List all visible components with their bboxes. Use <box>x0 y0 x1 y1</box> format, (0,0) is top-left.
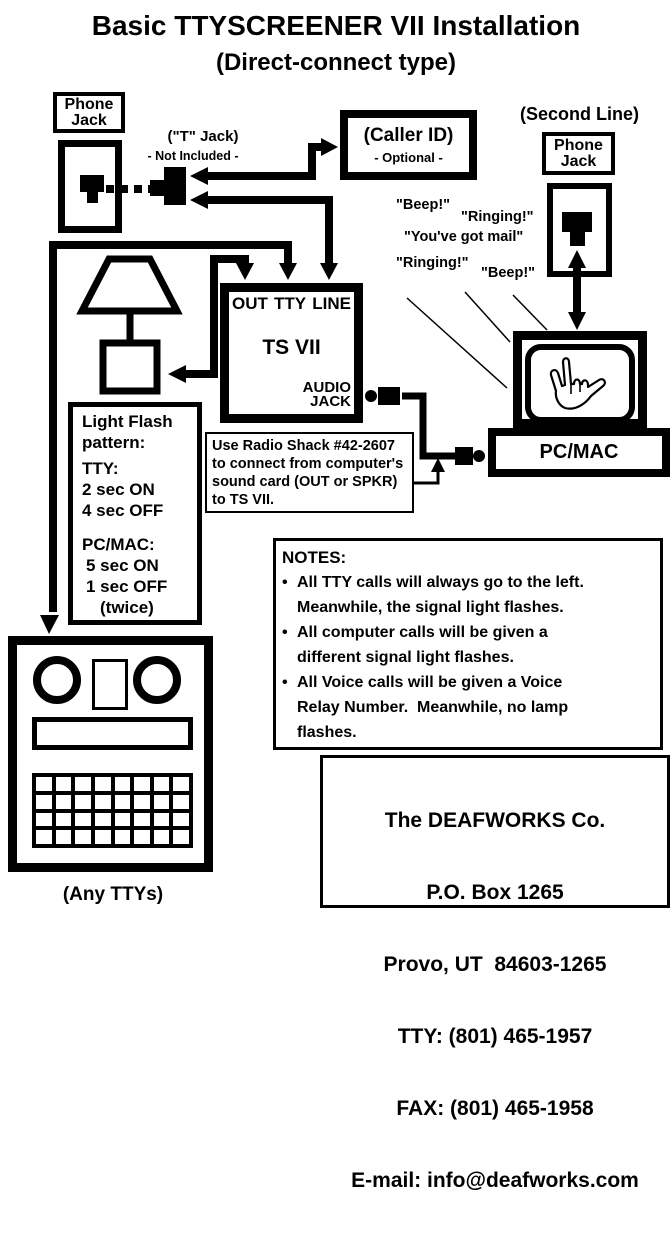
cable-note-line2: to connect from computer's <box>212 456 404 472</box>
audio-plug-left <box>378 387 400 405</box>
port-out-label: OUT <box>232 294 268 313</box>
pc-monitor <box>513 331 647 428</box>
bullet-icon: • <box>282 574 288 591</box>
phone-jack-label-right-line1: Phone <box>554 136 603 154</box>
cable-note-line1: Use Radio Shack #42-2607 <box>212 438 395 454</box>
light-flash-tty-heading: TTY: <box>82 459 119 478</box>
contact-email: E-mail: info@deafworks.com <box>351 1169 639 1192</box>
second-line-heading: (Second Line) <box>519 104 639 124</box>
lamp <box>82 259 177 391</box>
caller-id-box <box>340 110 477 180</box>
page-title: Basic TTYSCREENER VII Installation <box>91 10 581 41</box>
note-2-line-2: different signal light flashes. <box>297 649 514 666</box>
acoustic-cup-right-icon <box>133 656 181 704</box>
contact-company: The DEAFWORKS Co. <box>384 809 606 832</box>
cable-note-line3: sound card (OUT or SPKR) <box>212 474 398 490</box>
sound-beep-2: "Beep!" <box>481 265 536 281</box>
t-jack-tab-icon <box>150 180 165 196</box>
contact-city: Provo, UT 84603-1265 <box>383 953 607 976</box>
tty-keyboard <box>32 773 193 848</box>
caller-id-label: (Caller ID) <box>363 125 454 146</box>
wire-tjack-to-line-port <box>202 200 329 264</box>
jack-plug-icon <box>80 175 104 192</box>
tty-display <box>32 717 193 750</box>
audio-jack-line2: JACK <box>310 393 351 410</box>
audio-jack-line1: AUDIO <box>302 379 351 396</box>
light-flash-title-1: Light Flash <box>82 412 173 431</box>
audio-jack-label <box>303 381 351 409</box>
notes-box <box>273 538 663 750</box>
arrow-into-tty-port <box>279 263 297 280</box>
phone-jack-label-left-line2: Jack <box>71 111 107 129</box>
note-bullet-2 <box>282 620 660 670</box>
phone-jack-label-right <box>542 132 615 175</box>
contact-fax: FAX: (801) 465-1958 <box>396 1097 594 1120</box>
note-3-line-1: All Voice calls will be given a Voice <box>297 674 563 691</box>
wall-jack-right <box>547 183 612 277</box>
t-jack-label: ("T" Jack) <box>167 128 239 145</box>
cable-note-box <box>205 432 414 513</box>
contact-tty: TTY: (801) 465-1957 <box>397 1025 593 1048</box>
t-jack-note: - Not Included - <box>147 149 239 163</box>
note-1-line-2: Meanwhile, the signal light flashes. <box>297 599 564 616</box>
phone-jack-label-left-line1: Phone <box>64 95 114 113</box>
sound-ringing-1: "Ringing!" <box>461 209 534 225</box>
light-flash-tty-off: 4 sec OFF <box>82 501 164 520</box>
ts-vii-ports <box>229 294 354 314</box>
contact-po-box: P.O. Box 1265 <box>426 881 564 904</box>
light-flash-pc-off: 1 sec OFF <box>86 577 168 596</box>
light-flash-title-2: pattern: <box>82 433 146 452</box>
phone-jack-label-left <box>53 92 125 133</box>
sound-ringing-2: "Ringing!" <box>396 255 469 271</box>
arrow-into-tty-device <box>40 615 59 634</box>
pc-mac-base <box>488 428 670 477</box>
note-2-line-1: All computer calls will be given a <box>297 624 548 641</box>
lamp-shade <box>82 259 177 311</box>
audio-plug-right <box>455 447 473 465</box>
any-ttys-caption: (Any TTYs) <box>62 884 164 905</box>
port-line-label: LINE <box>312 294 351 313</box>
dotted-cord <box>106 185 150 193</box>
arrow-into-lamp <box>168 365 186 383</box>
tty-device <box>8 636 213 872</box>
audio-plug-tip-left <box>365 390 377 402</box>
light-flash-box <box>68 402 202 625</box>
arrow-into-tjack-bottom <box>190 191 208 209</box>
light-flash-pc-on: 5 sec ON <box>86 556 159 575</box>
ts-vii-name: TS VII <box>262 336 321 359</box>
jack-plug-tab-icon <box>87 192 98 203</box>
paper-slot-icon <box>92 659 128 710</box>
notes-heading: NOTES: <box>282 548 347 567</box>
arrow-into-callerid <box>321 138 338 156</box>
light-flash-tty-on: 2 sec ON <box>82 480 155 499</box>
bullet-icon: • <box>282 674 288 691</box>
ily-hand-icon <box>531 350 629 417</box>
note-3-line-2: Relay Number. Meanwhile, no lamp <box>297 699 569 716</box>
arrow-into-tjack-top <box>190 167 208 185</box>
note-bullet-1 <box>282 570 660 620</box>
note-3-line-3: flashes. <box>297 724 357 741</box>
t-jack-icon <box>164 167 186 205</box>
caller-id-note: - Optional - <box>374 150 443 165</box>
light-flash-pc-heading: PC/MAC: <box>82 535 155 554</box>
pc-screen <box>525 344 635 423</box>
contact-box <box>320 755 670 1192</box>
ts-vii-unit <box>220 283 363 423</box>
sound-youve-got-mail: "You've got mail" <box>404 229 524 245</box>
port-tty-label: TTY <box>274 294 307 313</box>
arrow-into-line-port <box>320 263 338 280</box>
phone-jack-label-right-line2: Jack <box>560 152 597 170</box>
page-subtitle: (Direct-connect type) <box>215 49 457 76</box>
lamp-base <box>103 343 157 391</box>
note-bullet-3 <box>282 670 660 745</box>
jack-plug-tab-icon <box>570 232 585 246</box>
sound-beep-1: "Beep!" <box>396 197 451 213</box>
light-flash-pc-twice: (twice) <box>100 598 154 617</box>
bullet-icon: • <box>282 624 288 641</box>
acoustic-cup-left-icon <box>33 656 81 704</box>
note-1-line-1: All TTY calls will always go to the left. <box>297 574 584 591</box>
arrow-into-out-port <box>236 263 254 280</box>
jack-plug-icon <box>562 212 592 232</box>
cable-note-line4: to TS VII. <box>212 492 275 508</box>
audio-plug-tip-right <box>473 450 485 462</box>
pc-mac-label: PC/MAC <box>539 441 619 463</box>
